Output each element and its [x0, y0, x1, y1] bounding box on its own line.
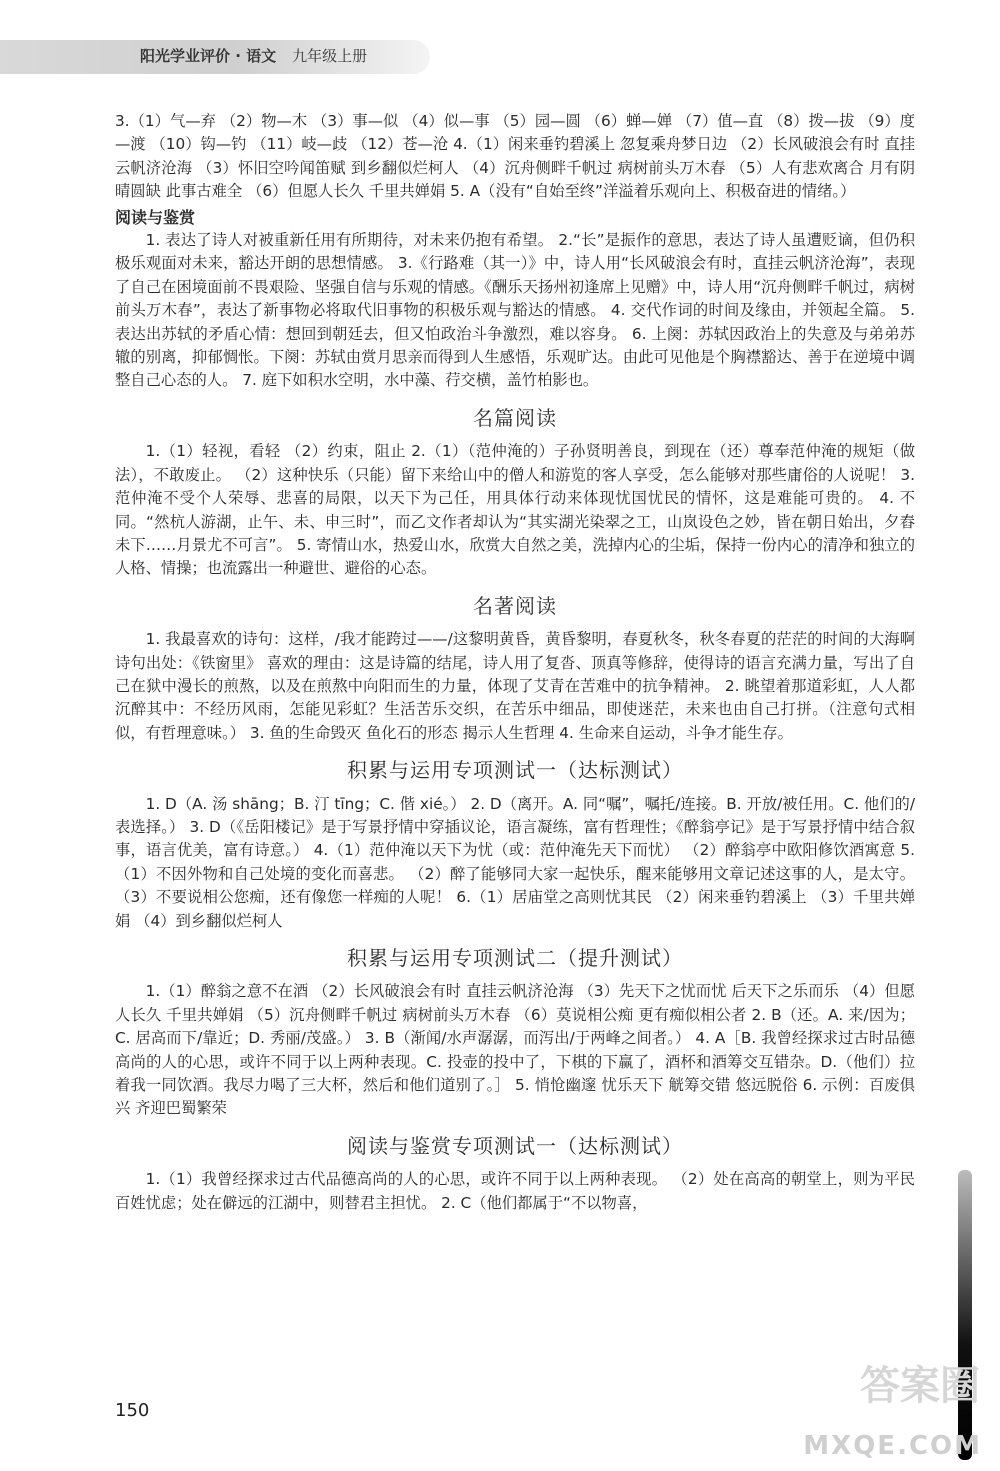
answer-paragraph: 1.（1）我曾经探求过古代品德高尚的人的心思，或许不同于以上两种表现。 （2）处在高高的朝堂上，则为平民百姓忧虑；处在僻远的江湖中，则替君主担忧。 2. C（他们都属于“不以物喜，: [115, 1170, 915, 1212]
book-grade: 九年级上册: [292, 47, 368, 65]
watermark-url: MXQE.COM: [803, 1431, 982, 1461]
answer-paragraph: 1. 表达了诗人对被重新任用有所期待，对未来仍抱有希望。 2.“长”是振作的意思，表达了诗人虽遭贬谪，但仍积极乐观面对未来，豁达开朗的思想情感。 3.《行路难（其一）》中，诗人用“长风破浪会有时，直挂云帆济沧海”，表现了自己在困境面前不畏艰险、坚强自信与乐观的情感。《酬乐天扬州初逢席上见赠》中，诗人用“沉舟侧畔千帆过，病树前头万木春”，表达了新事物必将取代旧事物的积极乐观与豁达的情感。 4. 交代作词的时间及缘由，并领起全篇。 5. 表达出苏轼的矛盾心情：想回到朝廷去，但又怕政治斗争激烈，难以容身。 6. 上阕：苏轼因政治上的失意及与弟弟苏辙的别离，抑郁惆怅。下阕：苏轼由赏月思亲而得到人生感悟，乐观旷达。由此可见他是个胸襟豁达、善于在逆境中调整自己心态的人。 7. 庭下如积水空明，水中藻、荇交横，盖竹柏影也。: [115, 231, 915, 390]
watermark-logo: 答案圈: [860, 1363, 980, 1409]
section-title: 名著阅读: [473, 593, 557, 618]
subsection-heading: 阅读与鉴赏: [115, 207, 196, 227]
answer-paragraph: 1. D（A. 汤 shāng；B. 汀 tīng；C. 偕 xié。） 2. D（离开。A. 同“嘱”，嘱托/连接。B. 开放/被任用。C. 他们的/表选择。） 3. D（《岳阳楼记》是于写景抒情中穿插议论，语言凝练，富有哲理性；《醉翁亭记》是于写景抒情中结合叙事，语言优美，富有诗意。） 4.（1）范仲淹以天下为忧（或：范仲淹先天下而忧） （2）醉翁亭中欧阳修饮酒寓意 5.（1）不因外物和自己处境的变化而喜悲。 （2）醉了能够同大家一起快乐，醒来能够用文章记述这事的人，是太守。 （3）不要说相公您痴，还有像您一样痴的人呢！ 6.（1）居庙堂之高则忧其民 （2）闲来垂钓碧溪上 （3）千里共婵娟 （4）到乡翻似烂柯人: [115, 794, 915, 930]
section-title: 阅读与鉴赏专项测试一（达标测试）: [347, 1133, 683, 1158]
answer-paragraph: 1.（1）轻视，看轻 （2）约束，阻止 2.（1）（范仲淹的）子孙贤明善良，到现在（还）尊奉范仲淹的规矩（做法），不敢废止。 （2）这种快乐（只能）留下来给山中的僧人和游览的客人享受，怎么能够对那些庸俗的人说呢！ 3. 范仲淹不受个人荣辱、悲喜的局限，以天下为己任，用具体行动来体现忧国忧民的情怀，这是难能可贵的。 4. 不同。“然杭人游湖，止午、未、申三时”，而乙文作者却认为“其实湖光染翠之工，山岚设色之妙，皆在朝日始出，夕舂未下……月景尤不可言”。 5. 寄情山水，热爱山水，欣赏大自然之美，洗掉内心的尘垢，保持一份内心的清净和独立的人格、情操；也流露出一种避世、避俗的心态。: [115, 442, 915, 578]
book-title: 阳光学业评价 · 语文: [140, 47, 277, 65]
page-number: 150: [115, 1400, 150, 1421]
answer-paragraph: 3.（1）气—弃 （2）物—木 （3）事—似 （4）似—事 （5）园—圆 （6）蝉—婵 （7）值—直 （8）拨—拔 （9）度—渡 （10）钩—钓 （11）岐—歧 （12）苍—沧 4.（1）闲来垂钓碧溪上 忽复乘舟梦日边 （2）长风破浪会有时 直挂云帆济沧海 （3）怀旧空吟闻笛赋 到乡翻似烂柯人 （4）沉舟侧畔千帆过 病树前头万木春 （5）人有悲欢离合 月有阴晴圆缺 此事古难全 （6）但愿人长久 千里共婵娟 5. A（没有“自始至终”洋溢着乐观向上、积极奋进的情绪。）: [115, 112, 915, 201]
answer-paragraph: 1.（1）醉翁之意不在酒 （2）长风破浪会有时 直挂云帆济沧海 （3）先天下之忧而忧 后天下之乐而乐 （4）但愿人长久 千里共婵娟 （5）沉舟侧畔千帆过 病树前头万木春 （6）莫说相公痴 更有痴似相公者 2. B（还。A. 来/因为；C. 居高而下/靠近；D. 秀丽/茂盛。） 3. B（渐闻/水声潺潺，而泻出/于两峰之间者。） 4. A［B. 我曾经探求过古时品德高尚的人的心思，或许不同于以上两种表现。C. 投壶的投中了，下棋的下赢了，酒杯和酒筹交互错杂。D.（他们）拉着我一同饮酒。我尽力喝了三大杯，然后和他们道别了。］ 5. 悄怆幽邃 忧乐天下 觥筹交错 悠远脱俗 6. 示例：百废俱兴 齐迎巴蜀繁荣: [115, 982, 915, 1118]
section-title: 名篇阅读: [473, 405, 557, 430]
section-title: 积累与运用专项测试一（达标测试）: [347, 758, 683, 783]
section-title: 积累与运用专项测试二（提升测试）: [347, 946, 683, 970]
running-header: [140, 45, 367, 66]
answer-content: [115, 110, 915, 1215]
page-edge-shadow: [958, 1170, 972, 1460]
answer-paragraph: 1. 我最喜欢的诗句：这样，/我才能跨过——/这黎明黄昏，黄昏黎明，春夏秋冬，秋冬春夏的茫茫的时间的大海啊 诗句出处：《铁窗里》 喜欢的理由：这是诗篇的结尾，诗人用了复沓、顶真等修辞，使得诗的语言充满力量，写出了自己在狱中漫长的煎熬，以及在煎熬中向阳而生的力量，体现了艾青在苦难中的抗争精神。 2. 眺望着那道彩虹，人人都沉醉其中：不经历风雨，怎能见彩虹？生活苦乐交织，在苦乐中细品，即使迷茫，未来也由自己打拼。（注意句式相似，有哲理意味。） 3. 鱼的生命毁灭 鱼化石的形态 揭示人生哲理 4. 生命来自运动，斗争才能生存。: [115, 630, 915, 742]
